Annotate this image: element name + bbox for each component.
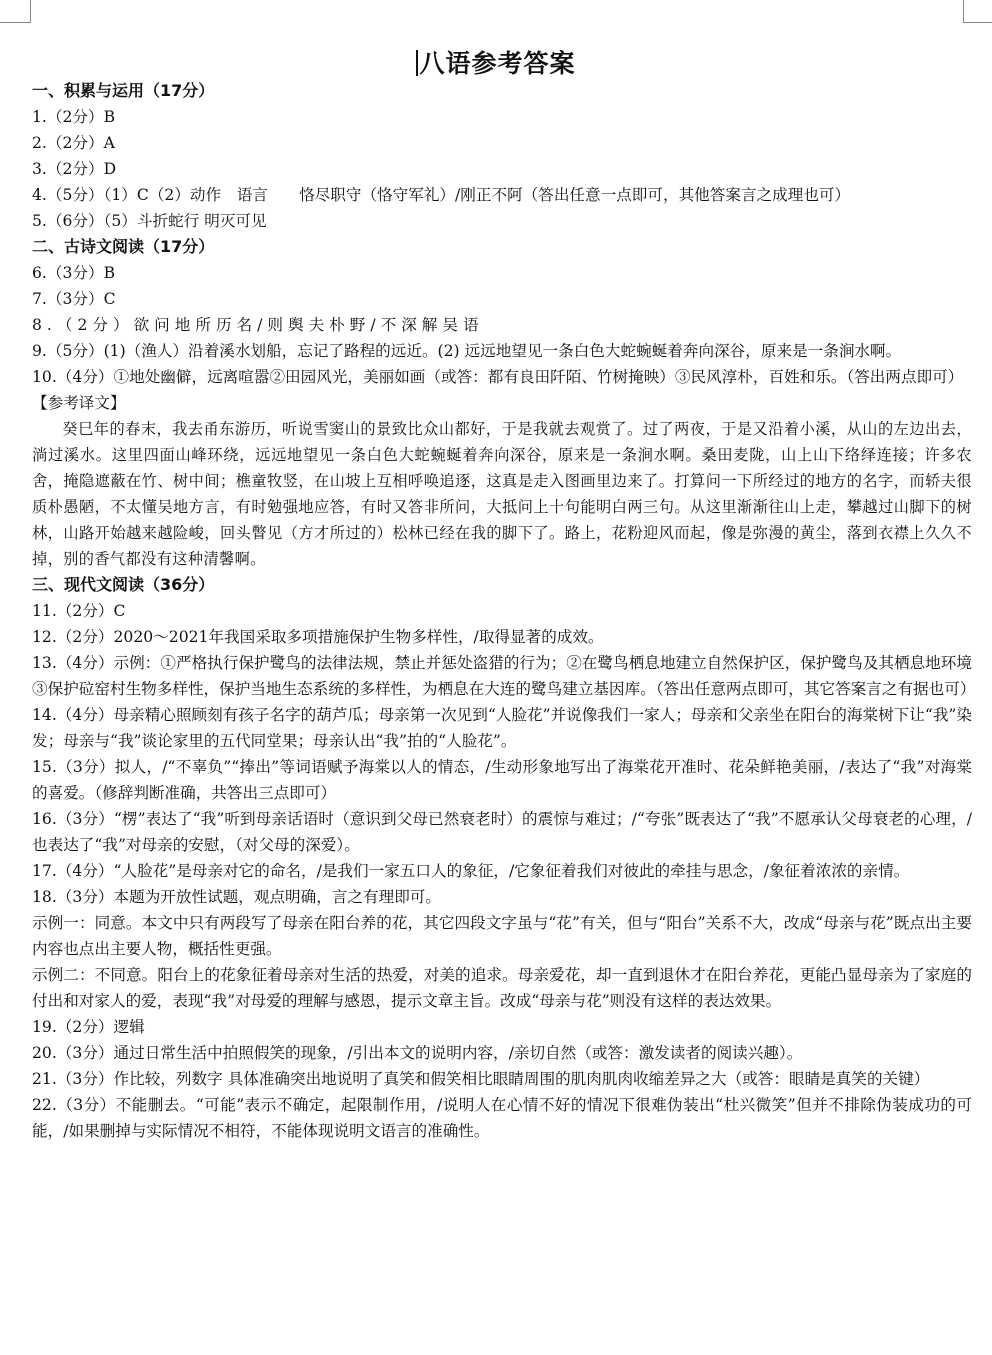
section-heading-2: 二、古诗文阅读（17分） bbox=[32, 237, 215, 256]
answer-5: 5.（6分）（5）斗折蛇行 明灭可见 bbox=[32, 212, 267, 230]
page-title-text: 八语参考答案 bbox=[419, 49, 576, 78]
answer-14: 14.（4分）母亲精心照顾刻有孩子名字的葫芦瓜；母亲第一次见到“人脸花”并说像我们一家人；母亲和父亲坐在阳台的海棠树下让“我”染发；母亲与“我”谈论家里的五代同堂果；母亲认出“我”拍的“人脸花”。 bbox=[32, 706, 972, 750]
answer-18-example-1: 示例一：同意。本文中只有两段写了母亲在阳台养的花，其它四段文字虽与“花”有关，但与“阳台”关系不大，改成“母亲与花”既点出主要内容也点出主要人物，概括性更强。 bbox=[32, 914, 972, 958]
answer-content bbox=[32, 78, 976, 1144]
answer-21: 21.（3分）作比较，列数字 具体准确突出地说明了真笑和假笑相比眼睛周围的肌肉肌肉收缩差异之大（或答：眼睛是真笑的关键） bbox=[32, 1070, 930, 1088]
reference-translation-label: 【参考译文】 bbox=[32, 394, 126, 412]
answer-8: 8.（2分）欲问地所历名/则舆夫朴野/不深解吴语 bbox=[32, 316, 484, 334]
answer-10: 10.（4分）①地处幽僻，远离喧嚣②田园风光，美丽如画（或答：都有良田阡陌、竹树掩映）③民风淳朴，百姓和乐。（答出两点即可） bbox=[32, 368, 964, 386]
answer-9: 9.（5分）(1)（渔人）沿着溪水划船，忘记了路程的远近。(2) 远远地望见一条白色大蛇蜿蜒着奔向深谷，原来是一条涧水啊。 bbox=[32, 342, 902, 360]
answer-19: 19.（2分）逻辑 bbox=[32, 1018, 145, 1036]
answer-18: 18.（3分）本题为开放性试题，观点明确，言之有理即可。 bbox=[32, 888, 441, 906]
answer-4: 4.（5分）（1）C（2）动作 语言 恪尽职守（恪守军礼）/刚正不阿（答出任意一点即可，其他答案言之成理也可） bbox=[32, 186, 851, 204]
answer-20: 20.（3分）通过日常生活中拍照假笑的现象，/引出本文的说明内容，/亲切自然（或答：激发读者的阅读兴趣）。 bbox=[32, 1044, 803, 1062]
answer-12: 12.（2分）2020～2021年我国采取多项措施保护生物多样性，/取得显著的成效。 bbox=[32, 628, 604, 646]
answer-16: 16.（3分）“楞”表达了“我”听到母亲话语时（意识到父母已然衰老时）的震惊与难过；/“夸张”既表达了“我”不愿承认父母衰老的心理，/也表达了“我”对母亲的安慰，（对父母的深爱）。 bbox=[32, 810, 972, 854]
answer-3: 3.（2分）D bbox=[32, 160, 117, 178]
section-heading-3: 三、现代文阅读（36分） bbox=[32, 575, 215, 594]
answer-6: 6.（3分）B bbox=[32, 264, 116, 282]
page-corner-mark-top-right bbox=[963, 0, 992, 23]
answer-17: 17.（4分）“人脸花”是母亲对它的命名，/是我们一家五口人的象征，/它象征着我们对彼此的牵挂与思念，/象征着浓浓的亲情。 bbox=[32, 862, 910, 880]
answer-2: 2.（2分）A bbox=[32, 134, 115, 152]
reference-translation-text: 癸巳年的春末，我去甬东游历，听说雪窦山的景致比众山都好，于是我就去观赏了。过了两夜，于是又沿着小溪，从山的左边出去，淌过溪水。这里四面山峰环绕，远远地望见一条白色大蛇蜿蜒着奔向深谷，原来是一条涧水啊。桑田麦陇，山上山下络绎连接；许多农舍，掩隐遮蔽在竹、树中间；樵童牧竖，在山坡上互相呼唤追逐，这真是走入图画里边来了。打算问一下所经过的地方的名字，而轿夫很质朴愚陋，不太懂吴地方言，有时勉强地应答，有时又答非所问，大抵问上十句能明白两三句。从这里渐渐往山上走，攀越过山脚下的树林，山路开始越来越险峻，回头瞥见（方才所过的）松林已经在我的脚下了。路上，花粉迎风而起，像是弥漫的黄尘，落到衣襟上久久不掉，别的香气都没有这种清馨啊。 bbox=[32, 420, 972, 568]
answer-13: 13.（4分）示例：①严格执行保护鹭鸟的法律法规，禁止并惩处盗猎的行为；②在鹭鸟栖息地建立自然保护区，保护鹭鸟及其栖息地环境③保护砬窑村生物多样性，保护当地生态系统的多样性，为栖息在大连的鹭鸟建立基因库。（答出任意两点即可，其它答案言之有据也可） bbox=[32, 654, 976, 698]
answer-18-example-2: 示例二：不同意。阳台上的花象征着母亲对生活的热爱，对美的追求。母亲爱花，却一直到退休才在阳台养花，更能凸显母亲为了家庭的付出和对家人的爱，表现“我”对母爱的理解与感恩，提示文章主旨。改成“母亲与花”则没有这样的表达效果。 bbox=[32, 966, 972, 1010]
answer-1: 1.（2分）B bbox=[32, 108, 116, 126]
section-heading-1: 一、积累与运用（17分） bbox=[32, 81, 215, 100]
answer-11: 11.（2分）C bbox=[32, 602, 126, 620]
answer-7: 7.（3分）C bbox=[32, 290, 116, 308]
page-corner-mark-top-left bbox=[0, 0, 31, 23]
answer-22: 22.（3分）不能删去。“可能”表示不确定，起限制作用，/说明人在心情不好的情况下很难伪装出“杜兴微笑”但并不排除伪装成功的可能，/如果删掉与实际情况不相符，不能体现说明文语言的准确性。 bbox=[32, 1096, 972, 1140]
answer-15: 15.（3分）拟人，/“不辜负”“捧出”等词语赋予海棠以人的情态，/生动形象地写出了海棠花开准时、花朵鲜艳美丽，/表达了“我”对海棠的喜爱。（修辞判断准确，共答出三点即可） bbox=[32, 758, 972, 802]
page-title bbox=[0, 44, 992, 80]
